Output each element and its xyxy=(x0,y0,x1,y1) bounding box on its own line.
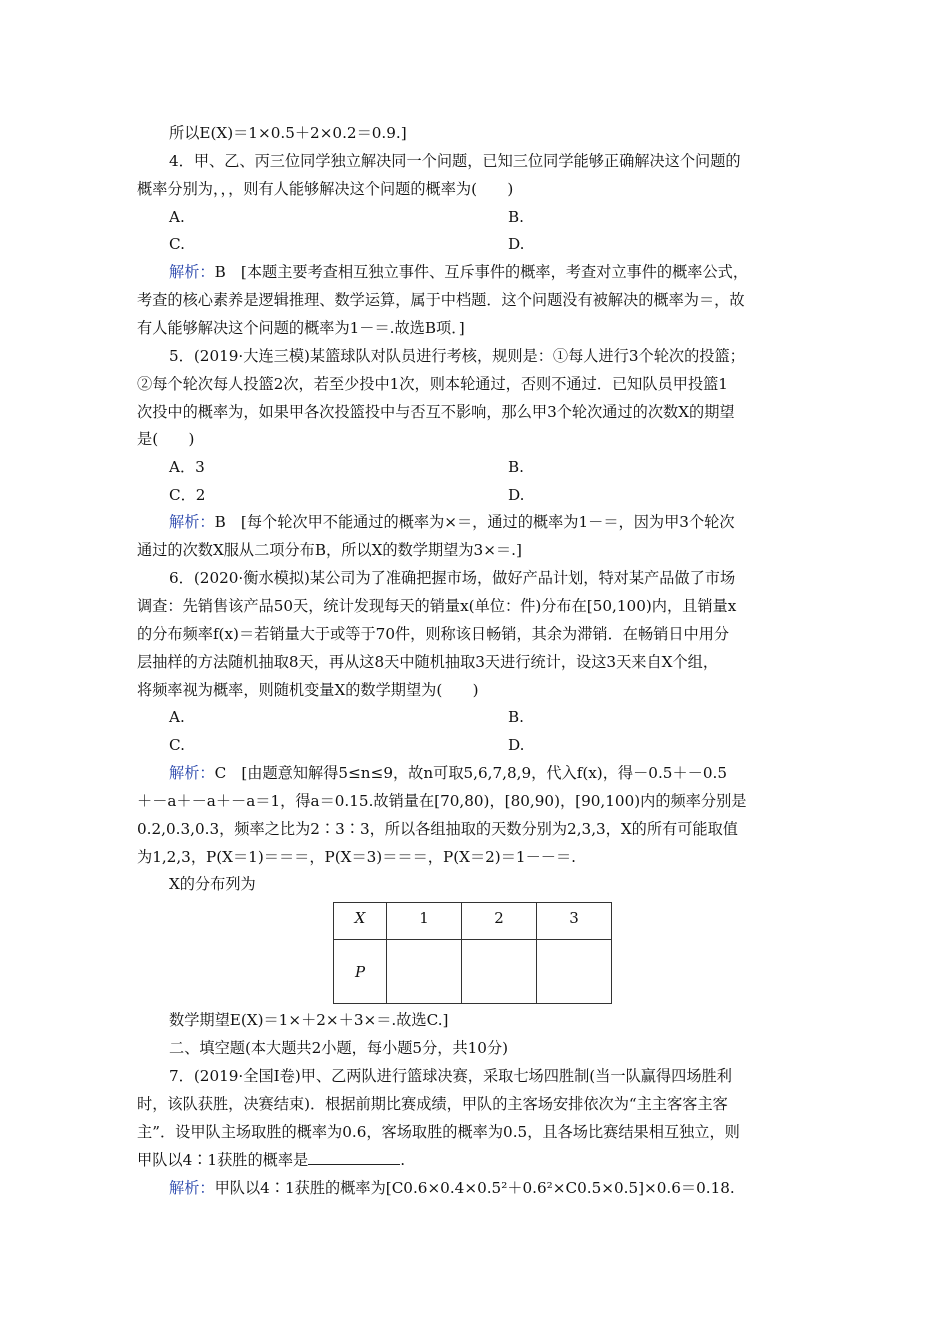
analysis-line xyxy=(169,1177,735,1199)
section-heading: 二、填空题(本大题共2小题，每小题5分，共10分) xyxy=(169,1039,509,1057)
option-c: C．2 xyxy=(169,486,206,504)
text-line: 是( ) xyxy=(137,430,195,448)
text-line: ＋－a＋－a＋－a＝1，得a＝0.15.故销量在[70,80)，[80,90)，[90,100)内的频率分别是 xyxy=(137,792,747,810)
table-cell: 1 xyxy=(387,903,462,940)
question-4: 4．甲、乙、丙三位同学独立解决同一个问题，已知三位同学能够正确解决这个问题的 xyxy=(169,152,741,170)
distribution-table xyxy=(333,902,612,1004)
table-row xyxy=(334,903,612,940)
text-line xyxy=(137,1149,405,1171)
text-line: 次投中的概率为，如果甲各次投篮投中与否互不影响，那么甲3个轮次通过的次数X的期望 xyxy=(137,403,735,421)
option-a: A. xyxy=(169,708,185,726)
text-line: 通过的次数X服从二项分布B，所以X的数学期望为3×＝.] xyxy=(137,541,522,559)
text-line: 层抽样的方法随机抽取8天，再从这8天中随机抽取3天进行统计，设这3天来自X个组， xyxy=(137,653,719,671)
table-cell xyxy=(462,940,537,1004)
text-line: 所以E(X)＝1×0.5＋2×0.2＝0.9.] xyxy=(169,124,407,142)
text-line: 将频率视为概率，则随机变量X的数学期望为( ) xyxy=(137,681,479,699)
analysis-label: 解析： xyxy=(169,764,215,782)
text-line: 数学期望E(X)＝1×＋2×＋3×＝.故选C.] xyxy=(169,1011,449,1029)
option-d: D. xyxy=(508,736,525,754)
text-line: 调查：先销售该产品50天，统计发现每天的销量x(单位：件)分布在[50,100)内，且销量x xyxy=(137,597,737,615)
option-d: D. xyxy=(508,235,525,253)
question-7: 7．(2019·全国Ⅰ卷)甲、乙两队进行篮球决赛，采取七场四胜制(当一队赢得四场胜利 xyxy=(169,1067,732,1085)
question-text: 甲队以4∶1获胜的概率是 xyxy=(137,1151,309,1169)
analysis-label: 解析： xyxy=(169,263,215,281)
text-line: 0.2,0.3,0.3，频率之比为2∶3∶3，所以各组抽取的天数分别为2,3,3，X的所有可能取值 xyxy=(137,820,738,838)
analysis-text: C [由题意知解得5≤n≤9，故n可取5,6,7,8,9，代入f(x)，得－0.5＋－0.5 xyxy=(214,764,727,782)
table-cell: P xyxy=(334,940,387,1004)
text-line: 有人能够解决这个问题的概率为1－＝.故选B项．] xyxy=(137,319,465,337)
analysis-text: 甲队以4∶1获胜的概率为[C0.6×0.4×0.5²＋0.6²×C0.5×0.5]×0.6＝0.18. xyxy=(214,1179,735,1197)
text-line: 为1,2,3，P(X＝1)＝＝＝，P(X＝3)＝＝＝，P(X＝2)＝1－－＝. xyxy=(137,848,576,866)
text-line: 时，该队获胜，决赛结束)．根据前期比赛成绩，甲队的主客场安排依次为“主主客客主客 xyxy=(137,1095,728,1113)
question-5: 5．(2019·大连三模)某篮球队对队员进行考核，规则是：①每人进行3个轮次的投篮； xyxy=(169,347,745,365)
text-line: 主”．设甲队主场取胜的概率为0.6，客场取胜的概率为0.5，且各场比赛结果相互独立，则 xyxy=(137,1123,740,1141)
period: . xyxy=(400,1151,406,1169)
text-line: X的分布列为 xyxy=(169,875,256,893)
table-cell xyxy=(387,940,462,1004)
text-line: ②每个轮次每人投篮2次，若至少投中1次，则本轮通过，否则不通过．已知队员甲投篮1 xyxy=(137,375,728,393)
text-line: 考查的核心素养是逻辑推理、数学运算，属于中档题．这个问题没有被解决的概率为＝，故 xyxy=(137,291,745,309)
option-a: A. xyxy=(169,208,185,226)
table-cell: 3 xyxy=(537,903,612,940)
analysis-text: B [本题主要考查相互独立事件、互斥事件的概率，考查对立事件的概率公式， xyxy=(214,263,749,281)
table-row xyxy=(334,940,612,1004)
option-b: B. xyxy=(508,458,524,476)
analysis-label: 解析： xyxy=(169,1179,215,1197)
analysis-text: B [每个轮次甲不能通过的概率为×＝，通过的概率为1－＝，因为甲3个轮次 xyxy=(214,513,735,531)
option-c: C. xyxy=(169,235,185,253)
option-d: D. xyxy=(508,486,525,504)
table-cell: 2 xyxy=(462,903,537,940)
text-line: 的分布频率f(x)＝若销量大于或等于70件，则称该日畅销，其余为滞销．在畅销日中用分 xyxy=(137,625,730,643)
option-b: B. xyxy=(508,208,524,226)
option-b: B. xyxy=(508,708,524,726)
option-a: A．3 xyxy=(169,458,205,476)
analysis-line xyxy=(169,762,727,784)
option-c: C. xyxy=(169,736,185,754)
question-6: 6．(2020·衡水模拟)某公司为了准确把握市场，做好产品计划，特对某产品做了市场 xyxy=(169,569,736,587)
text-line: 概率分别为，，，则有人能够解决这个问题的概率为( ) xyxy=(137,180,514,198)
analysis-line xyxy=(169,511,735,533)
answer-blank xyxy=(308,1150,400,1165)
analysis-line xyxy=(169,261,748,283)
table-cell xyxy=(537,940,612,1004)
table-cell: X xyxy=(334,903,387,940)
analysis-label: 解析： xyxy=(169,513,215,531)
